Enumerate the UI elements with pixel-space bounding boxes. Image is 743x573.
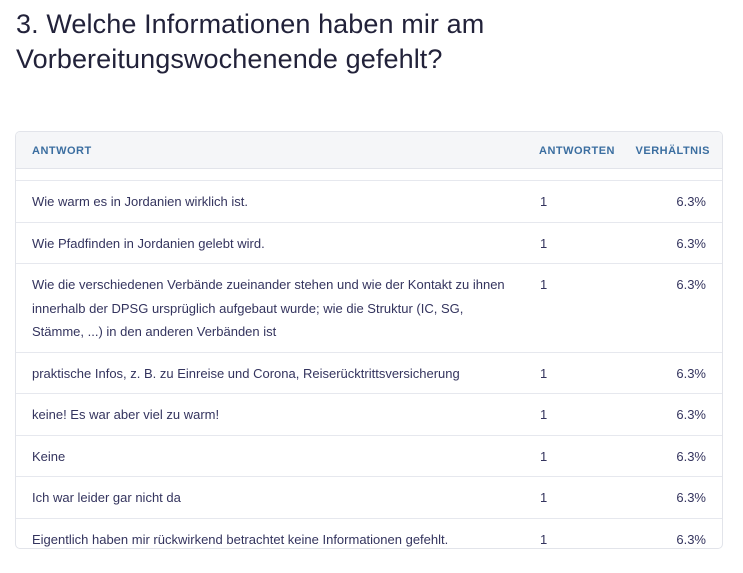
question-title: 3. Welche Informationen haben mir am Vorbereitungswochenende gefehlt? <box>16 9 485 74</box>
column-header-ratio: VERHÄLTNIS <box>635 145 710 157</box>
table-row <box>16 477 722 519</box>
column-header-count: ANTWORTEN <box>539 145 615 157</box>
answer-cell: Ich war leider gar nicht da <box>32 490 181 505</box>
answer-cell: praktische Infos, z. B. zu Einreise und Corona, Reiserücktrittsversicherung <box>32 365 460 381</box>
ratio-cell: 6.3% <box>676 365 706 381</box>
table-body[interactable] <box>16 180 722 549</box>
table-row <box>16 436 722 478</box>
count-cell: 1 <box>540 490 548 505</box>
answer-cell: Keine <box>32 448 66 464</box>
count-cell: 1 <box>540 194 548 209</box>
count-cell: 1 <box>540 365 548 381</box>
answer-cell: Eigentlich haben mir rückwirkend betrachtet keine Informationen gefehlt. <box>32 531 449 547</box>
ratio-cell: 6.3% <box>676 235 706 251</box>
ratio-cell: 6.3% <box>676 194 706 209</box>
answer-cell: Wie Pfadfinden in Jordanien gelebt wird. <box>32 235 265 251</box>
ratio-cell: 6.3% <box>676 277 706 292</box>
answer-cell: Wie warm es in Jordanien wirklich ist. <box>32 194 249 209</box>
table-row <box>16 181 722 223</box>
answer-cell: keine! Es war aber viel zu warm! <box>32 407 220 422</box>
count-cell: 1 <box>540 235 548 251</box>
count-cell: 1 <box>540 277 548 292</box>
table-row <box>16 394 722 436</box>
table-row <box>16 519 722 550</box>
ratio-cell: 6.3% <box>676 448 706 464</box>
table-header <box>16 132 722 169</box>
count-cell: 1 <box>540 407 548 422</box>
answer-cell: Wie die verschiedenen Verbände zueinander stehen und wie der Kontakt zu ihnen innerhalb der DPSG ursprüglich aufgebaut wurde; wie die Struktur (IC, SG, Stämme, ...) in den anderen Verbänden ist <box>32 277 505 339</box>
column-header-answer: ANTWORT <box>32 145 92 157</box>
table-row <box>16 223 722 265</box>
responses-table[interactable] <box>15 131 723 549</box>
table-row <box>16 264 722 353</box>
ratio-cell: 6.3% <box>676 490 706 505</box>
count-cell: 1 <box>540 448 548 464</box>
count-cell: 1 <box>540 531 548 547</box>
ratio-cell: 6.3% <box>676 531 706 547</box>
ratio-cell: 6.3% <box>676 407 706 422</box>
table-row <box>16 353 722 395</box>
